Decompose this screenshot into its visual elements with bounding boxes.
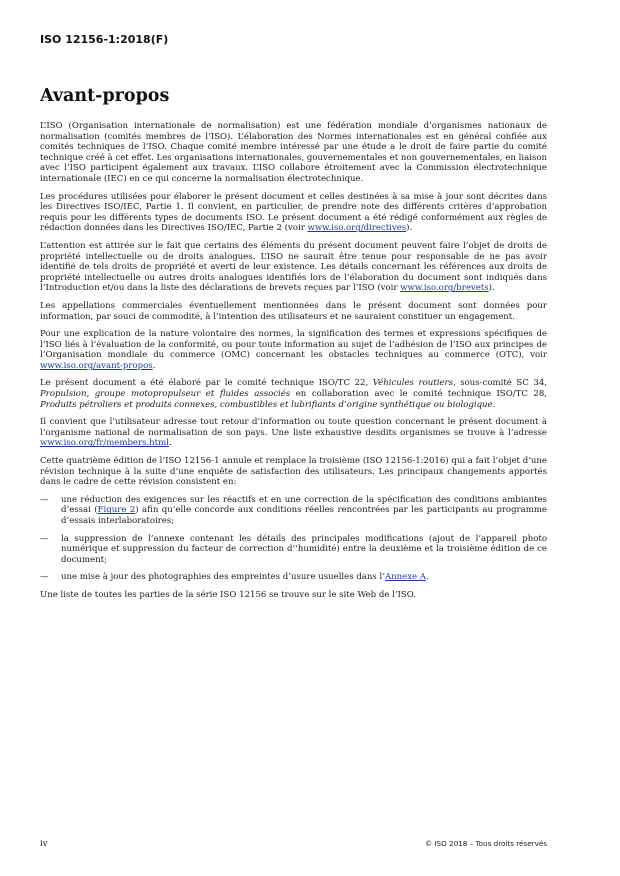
list-item: — la suppression de l’annexe contenant les détails des principales modifications (ajout de l’appareil photo numérique et suppression du facteur de correction d’‘humidité) entre la deuxième et la troisième édition de ce document; bbox=[40, 533, 547, 565]
dash-marker: — bbox=[40, 533, 49, 544]
paragraph-trade-names: Les appellations commerciales éventuellement mentionnées dans le présent document sont données pour information, par souci de commodité, à l’intention des utilisateurs et ne sauraient constituer un engagement. bbox=[40, 300, 547, 322]
page-title: Avant-propos bbox=[40, 86, 170, 106]
document-id: ISO 12156-1:2018(F) bbox=[40, 33, 169, 46]
paragraph-committee: Le présent document a été élaboré par le comité technique ISO/TC 22, Véhicules routiers, sous-comité SC 34, Propulsion, groupe motopropulseur et fluides associés en collaboration avec le comité technique ISO/TC 28, Produits pétroliers et produits connexes, combustibles et lubrifiants d’origine synthétique ou biologique. bbox=[40, 378, 547, 410]
committee-title: Véhicules routiers bbox=[372, 378, 453, 389]
paragraph-patents: L’attention est attirée sur le fait que certains des éléments du présent document peuvent faire l’objet de droits de propriété intellectuelle ou de droits analogues. L’ISO ne saurait être tenue pour responsable de ne pas avoir identifié de tels droits de propriété et averti de leur existence. Les détails concernant les références aux droits de propriété intellectuelle ou autres droits analogues identifiés lors de l’élaboration du document sont indiqués dans l’Introduction et/ou dans la liste des déclarations de brevets reçues par l’ISO (voir www.iso.org/brevets). bbox=[40, 240, 547, 294]
subcommittee-title: Propulsion, groupe motopropulseur et fluides associés bbox=[40, 389, 291, 400]
members-link[interactable]: www.iso.org/fr/members.html bbox=[40, 438, 169, 449]
dash-marker: — bbox=[40, 494, 49, 505]
paragraph-iso-intro: L’ISO (Organisation internationale de normalisation) est une fédération mondiale d’organismes nationaux de normalisation (comités membres de l’ISO). L’élaboration des Normes internationales est en général confiée aux comités techniques de l’ISO. Chaque comité membre intéressé par une étude a le droit de faire partie du comité technique créé à cet effet. Les organisations internationales, gouvernementales et non gouvernementales, en liaison avec l’ISO participent également aux travaux. L’ISO collabore étroitement avec la Commission électrotechnique internationale (IEC) en ce qui concerne la normalisation électrotechnique. bbox=[40, 121, 547, 184]
paragraph-voluntary-nature: Pour une explication de la nature volontaire des normes, la signification des termes et expressions spécifiques de l’ISO liés à l’évaluation de la conformité, ou pour toute information au sujet de l’adhésion de l’ISO aux principes de l’Organisation mondiale du commerce (OMC) concernant les obstacles techniques au commerce (OTC), voir www.iso.org/avant-propos. bbox=[40, 329, 547, 371]
patents-link[interactable]: www.iso.org/brevets bbox=[400, 283, 489, 294]
annex-a-link[interactable]: Annexe A bbox=[384, 572, 426, 583]
foreword-link[interactable]: www.iso.org/avant-propos bbox=[40, 360, 153, 371]
list-item: — une mise à jour des photographies des empreintes d’usure usuelles dans l’Annexe A. bbox=[40, 572, 429, 583]
paragraph-feedback: Il convient que l’utilisateur adresse tout retour d’information ou toute question concernant le présent document à l’organisme national de normalisation de son pays. Une liste exhaustive desdits organismes se trouve à l’adresse www.iso.org/fr/members.html. bbox=[40, 417, 547, 449]
directives-link[interactable]: www.iso.org/directives bbox=[307, 223, 407, 234]
page-number: iv bbox=[40, 839, 48, 849]
paragraph-procedures: Les procédures utilisées pour élaborer le présent document et celles destinées à sa mise à jour sont décrites dans les Directives ISO/IEC, Partie 1. Il convient, en particulier, de prendre note des différents critères d’approbation requis pour les différents types de documents ISO. Le présent document a été rédigé conformément aux règles de rédaction données dans les Directives ISO/IEC, Partie 2 (voir www.iso.org/directives). bbox=[40, 191, 547, 234]
figure-2-link[interactable]: Figure 2 bbox=[97, 505, 136, 516]
paragraph-parts-list: Une liste de toutes les parties de la série ISO 12156 se trouve sur le site Web de l’ISO. bbox=[40, 589, 416, 600]
foreword-body bbox=[40, 121, 547, 608]
list-item: — une réduction des exigences sur les réactifs et en une correction de la spécification des conditions ambiantes d’essai (Figure 2) afin qu’elle concorde aux conditions réelles rencontrées par les participants au programme d’essais interlaboratoires; bbox=[40, 494, 547, 526]
collaborating-committee-title: Produits pétroliers et produits connexes, combustibles et lubrifiants d’origine synthétique ou biologique bbox=[40, 399, 493, 410]
dash-marker: — bbox=[40, 572, 49, 583]
paragraph-edition: Cette quatrième édition de l’ISO 12156-1 annule et remplace la troisième (ISO 12156-1:2016) qui a fait l’objet d’une révision technique à la suite d’une enquête de satisfaction des utilisateurs. Les principaux changements apportés dans le cadre de cette révision consistent en: bbox=[40, 456, 547, 488]
copyright-notice: © ISO 2018 – Tous droits réservés bbox=[424, 839, 547, 848]
